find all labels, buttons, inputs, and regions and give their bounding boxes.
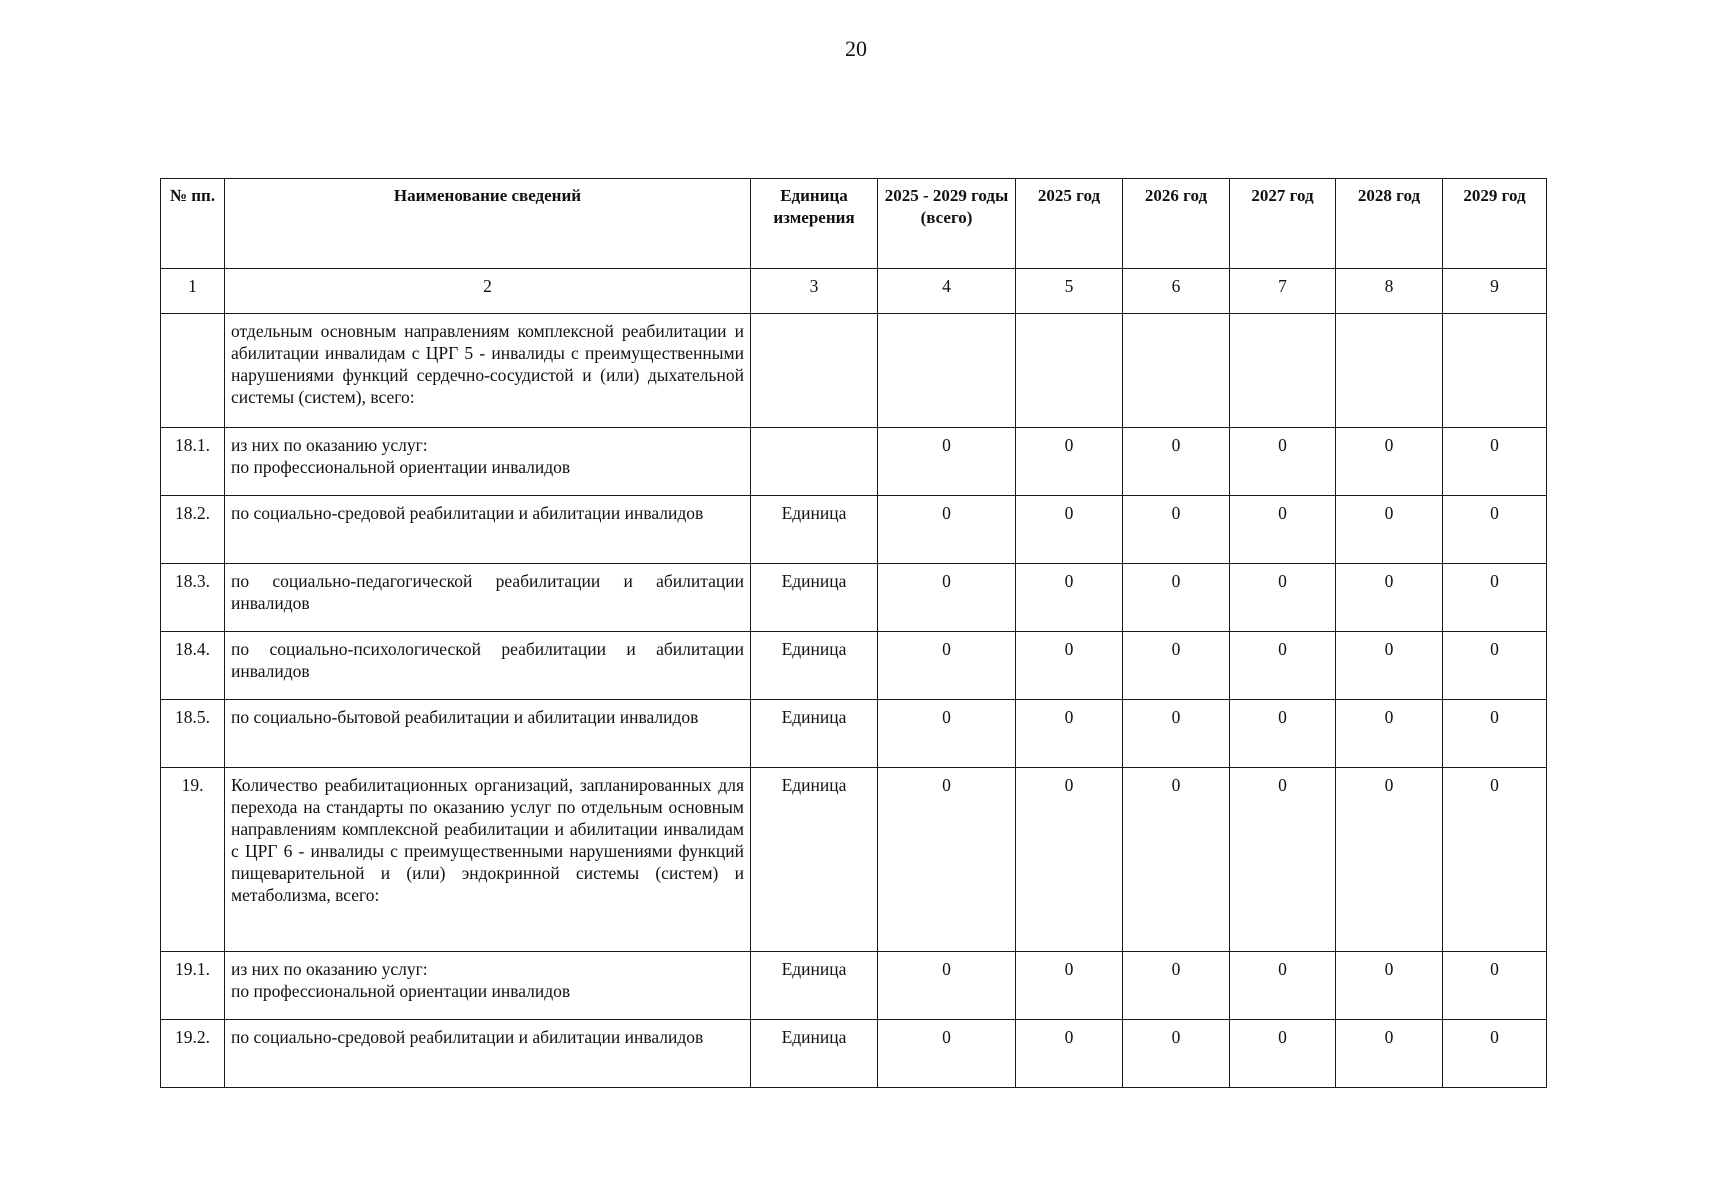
row-number: 19. <box>161 768 225 952</box>
row-unit: Единица <box>751 564 878 632</box>
column-number: 8 <box>1336 269 1443 314</box>
row-value: 0 <box>1016 632 1123 700</box>
header-unit: Единица измерения <box>751 179 878 269</box>
row-value <box>1443 314 1547 428</box>
table-row <box>161 952 1547 1020</box>
column-number: 2 <box>225 269 751 314</box>
row-value: 0 <box>1016 1020 1123 1088</box>
row-value <box>1336 314 1443 428</box>
row-value: 0 <box>1123 564 1230 632</box>
row-name <box>225 428 751 496</box>
row-number: 19.2. <box>161 1020 225 1088</box>
row-unit: Единица <box>751 496 878 564</box>
row-value: 0 <box>1336 700 1443 768</box>
row-name-line: по профессиональной ориентации инвалидов <box>231 981 571 1001</box>
row-value: 0 <box>1336 564 1443 632</box>
row-value: 0 <box>878 952 1016 1020</box>
column-number: 9 <box>1443 269 1547 314</box>
row-value: 0 <box>1016 952 1123 1020</box>
row-value: 0 <box>1230 1020 1336 1088</box>
table-row <box>161 314 1547 428</box>
header-2026: 2026 год <box>1123 179 1230 269</box>
row-value: 0 <box>1230 428 1336 496</box>
row-name: по социально-средовой реабилитации и абилитации инвалидов <box>225 496 751 564</box>
table-row <box>161 632 1547 700</box>
header-number: № пп. <box>161 179 225 269</box>
row-value: 0 <box>1123 496 1230 564</box>
row-value: 0 <box>1123 1020 1230 1088</box>
row-value: 0 <box>1230 700 1336 768</box>
column-number: 4 <box>878 269 1016 314</box>
row-value: 0 <box>878 768 1016 952</box>
row-number: 18.2. <box>161 496 225 564</box>
row-unit: Единица <box>751 632 878 700</box>
row-name: по социально-психологической реабилитации и абилитации инвалидов <box>225 632 751 700</box>
row-value: 0 <box>878 632 1016 700</box>
row-value: 0 <box>1336 632 1443 700</box>
row-value: 0 <box>1336 768 1443 952</box>
row-number: 18.4. <box>161 632 225 700</box>
row-value: 0 <box>1443 564 1547 632</box>
row-value: 0 <box>1016 428 1123 496</box>
row-name: по социально-педагогической реабилитации и абилитации инвалидов <box>225 564 751 632</box>
column-number: 6 <box>1123 269 1230 314</box>
row-value: 0 <box>878 1020 1016 1088</box>
row-value: 0 <box>1443 700 1547 768</box>
column-number: 7 <box>1230 269 1336 314</box>
row-name: по социально-бытовой реабилитации и абилитации инвалидов <box>225 700 751 768</box>
row-value: 0 <box>1230 496 1336 564</box>
row-name-line: по профессиональной ориентации инвалидов <box>231 457 571 477</box>
row-value: 0 <box>1123 632 1230 700</box>
row-value: 0 <box>1230 632 1336 700</box>
data-table <box>160 178 1547 1088</box>
row-value: 0 <box>1230 952 1336 1020</box>
row-value: 0 <box>1123 428 1230 496</box>
row-value: 0 <box>878 428 1016 496</box>
row-unit <box>751 428 878 496</box>
table-row <box>161 496 1547 564</box>
row-value: 0 <box>1443 768 1547 952</box>
row-value: 0 <box>1016 564 1123 632</box>
column-number: 3 <box>751 269 878 314</box>
row-value: 0 <box>1443 428 1547 496</box>
row-value: 0 <box>1336 1020 1443 1088</box>
row-value: 0 <box>1123 952 1230 1020</box>
row-value <box>878 314 1016 428</box>
header-2025: 2025 год <box>1016 179 1123 269</box>
row-number: 18.3. <box>161 564 225 632</box>
row-value: 0 <box>878 496 1016 564</box>
row-name: по социально-средовой реабилитации и абилитации инвалидов <box>225 1020 751 1088</box>
table-header-row <box>161 179 1547 269</box>
row-value: 0 <box>1016 496 1123 564</box>
row-value: 0 <box>1443 952 1547 1020</box>
header-2028: 2028 год <box>1336 179 1443 269</box>
column-number: 1 <box>161 269 225 314</box>
table-row <box>161 428 1547 496</box>
column-numbers-row <box>161 269 1547 314</box>
row-unit: Единица <box>751 1020 878 1088</box>
page-number: 20 <box>845 36 867 61</box>
table-row <box>161 768 1547 952</box>
row-value: 0 <box>1336 428 1443 496</box>
row-value: 0 <box>1016 700 1123 768</box>
row-value <box>1123 314 1230 428</box>
row-unit <box>751 314 878 428</box>
table-row <box>161 700 1547 768</box>
header-2027: 2027 год <box>1230 179 1336 269</box>
row-name-line: из них по оказанию услуг: <box>231 435 428 455</box>
row-unit: Единица <box>751 768 878 952</box>
row-value: 0 <box>1443 632 1547 700</box>
row-value: 0 <box>1123 700 1230 768</box>
row-value: 0 <box>1336 952 1443 1020</box>
row-number: 18.1. <box>161 428 225 496</box>
row-name <box>225 952 751 1020</box>
row-unit: Единица <box>751 700 878 768</box>
column-number: 5 <box>1016 269 1123 314</box>
row-value: 0 <box>1443 1020 1547 1088</box>
header-2029: 2029 год <box>1443 179 1547 269</box>
row-number: 18.5. <box>161 700 225 768</box>
row-value: 0 <box>1230 768 1336 952</box>
row-value: 0 <box>1016 768 1123 952</box>
header-total: 2025 - 2029 годы (всего) <box>878 179 1016 269</box>
row-name: отдельным основным направлениям комплексной реабилитации и абилитации инвалидам с ЦРГ 5 - инвалиды с преимущественными нарушениями функций сердечно-сосудистой и (или) дыхательной системы (систем), всего: <box>225 314 751 428</box>
table-row <box>161 564 1547 632</box>
row-value: 0 <box>1336 496 1443 564</box>
row-value: 0 <box>1443 496 1547 564</box>
row-value: 0 <box>1230 564 1336 632</box>
row-value: 0 <box>878 700 1016 768</box>
table-row <box>161 1020 1547 1088</box>
row-name: Количество реабилитационных организаций, запланированных для перехода на стандарты по оказанию услуг по отдельным основным направлениям комплексной реабилитации и абилитации инвалидам с ЦРГ 6 - инвалиды с преимущественными нарушениями функций пищеварительной и (или) эндокринной системы (систем) и метаболизма, всего: <box>225 768 751 952</box>
row-value <box>1016 314 1123 428</box>
row-value: 0 <box>1123 768 1230 952</box>
row-name-line: из них по оказанию услуг: <box>231 959 428 979</box>
header-name: Наименование сведений <box>225 179 751 269</box>
row-unit: Единица <box>751 952 878 1020</box>
row-number: 19.1. <box>161 952 225 1020</box>
row-value <box>1230 314 1336 428</box>
row-number <box>161 314 225 428</box>
row-value: 0 <box>878 564 1016 632</box>
